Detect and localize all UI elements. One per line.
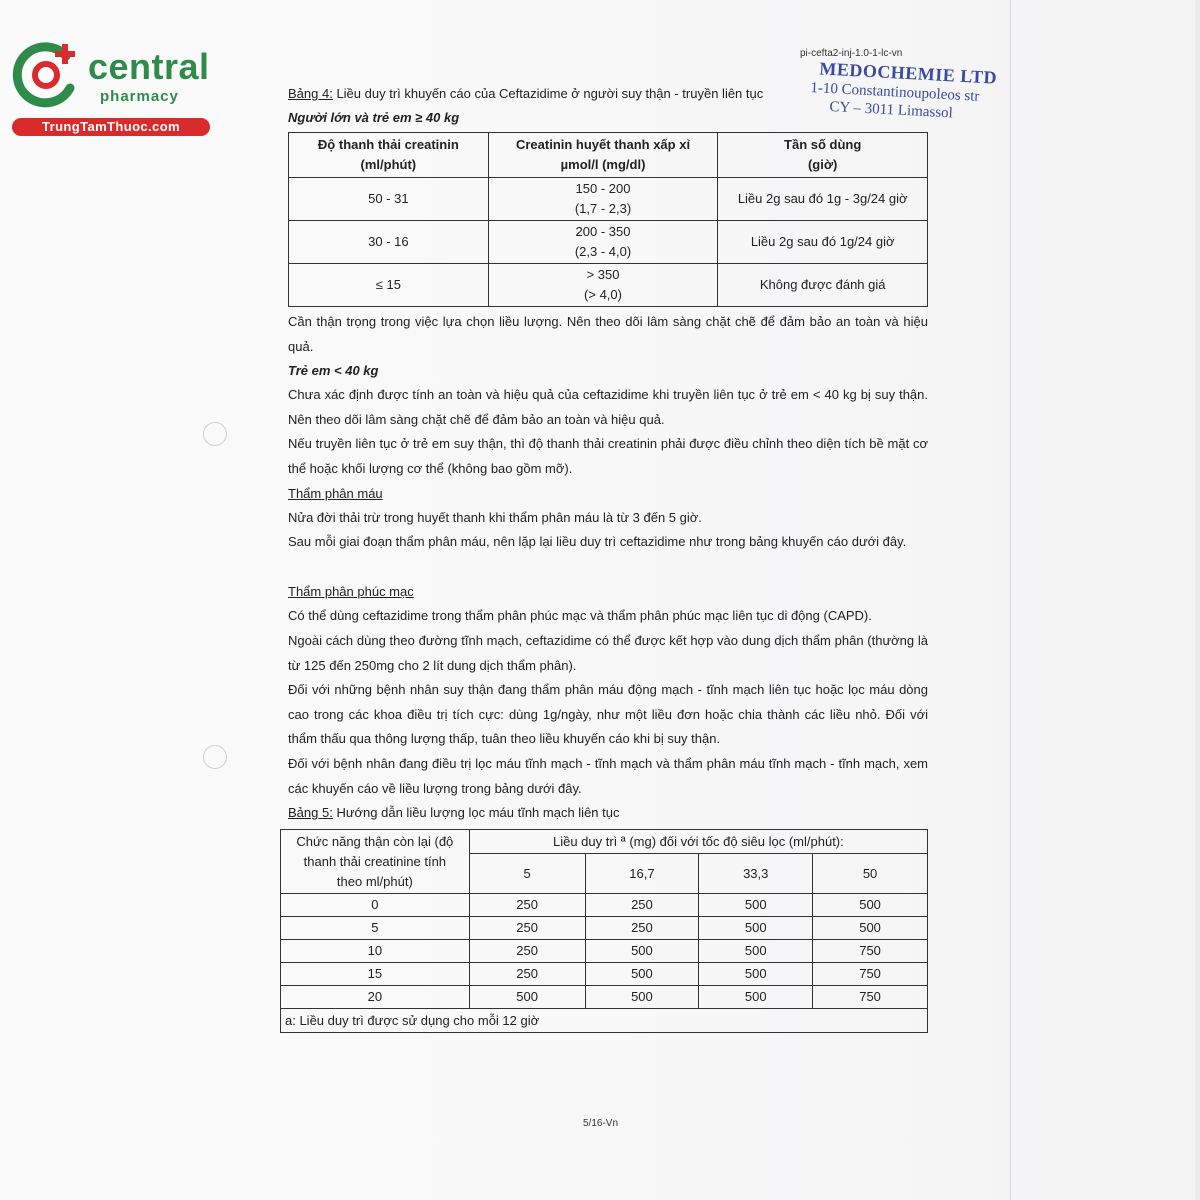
pharmacy-cross-icon	[12, 38, 82, 110]
hemodialysis-heading: Thẩm phân máu	[288, 486, 383, 501]
table5-rate: 5	[469, 854, 585, 894]
table-row	[281, 986, 928, 1009]
table5-cell: 750	[813, 963, 928, 986]
table5-cell: 500	[585, 963, 699, 986]
table4-cell-serum: > 350 (> 4,0)	[488, 264, 718, 307]
table-row	[281, 963, 928, 986]
table5-rate: 16,7	[585, 854, 699, 894]
stamp-line-3: CY – 3011 Limassol	[829, 98, 954, 122]
table4-cell-serum: 150 - 200 (1,7 - 2,3)	[488, 178, 718, 221]
paragraph: Có thể dùng ceftazidime trong thẩm phân phúc mạc và thẩm phân phúc mạc liên tục di động (CAPD).	[288, 608, 872, 623]
punch-hole	[203, 422, 227, 446]
table4-caption-label: Bảng 4:	[288, 86, 333, 101]
table4-cell-clearance: 30 - 16	[289, 221, 489, 264]
page-edge-shadow	[1195, 0, 1200, 1200]
table5-header-row	[281, 830, 928, 854]
table-row	[281, 917, 928, 940]
table5-caption-text: Hướng dẫn liều lượng lọc máu tĩnh mạch liên tục	[332, 805, 620, 820]
table5-cell: 750	[813, 986, 928, 1009]
table4-cell-clearance: ≤ 15	[289, 264, 489, 307]
children-heading: Trẻ em < 40 kg	[288, 363, 379, 378]
stamp-line-1: MEDOCHEMIE LTD	[818, 58, 998, 88]
peritoneal-dialysis-heading: Thẩm phân phúc mạc	[288, 584, 414, 599]
paragraph: Ngoài cách dùng theo đường tĩnh mạch, ceftazidime có thể được kết hợp vào dung dịch thẩm phân (thường là từ 125 đến 250mg cho 2 lít dung dịch thẩm phân).	[288, 633, 928, 673]
table5-cell: 500	[813, 894, 928, 917]
table5-rate: 33,3	[699, 854, 813, 894]
table5-cell: 500	[699, 963, 813, 986]
table5-caption	[288, 801, 928, 826]
table5-cell: 500	[469, 986, 585, 1009]
table5-cell: 500	[699, 917, 813, 940]
punch-hole	[203, 745, 227, 769]
table5-footnote-row	[281, 1009, 928, 1033]
table5-cell: 500	[699, 940, 813, 963]
table5-caption-label: Bảng 5:	[288, 805, 333, 820]
table5-cell-residual: 20	[281, 986, 470, 1009]
table5-cell: 250	[585, 894, 699, 917]
table4-header-row	[289, 133, 928, 178]
table5-cell: 250	[585, 917, 699, 940]
table4-header-clearance: Độ thanh thải creatinin (ml/phút)	[289, 133, 489, 178]
stamp-line-2: 1-10 Constantinoupoleos str	[810, 79, 980, 105]
table-row	[281, 894, 928, 917]
logo-banner[interactable]: TrungTamThuoc.com	[12, 118, 210, 136]
table5-cell: 500	[585, 940, 699, 963]
table4-cell-clearance: 50 - 31	[289, 178, 489, 221]
table4-cell-frequency: Liều 2g sau đó 1g/24 giờ	[718, 221, 928, 264]
table5-header-residual: Chức năng thận còn lại (độ thanh thải creatinine tính theo ml/phút)	[281, 830, 470, 894]
table5-cell: 250	[469, 940, 585, 963]
table-row	[289, 221, 928, 264]
table5-header-dose: Liều duy trì ª (mg) đối với tốc độ siêu lọc (ml/phút):	[469, 830, 927, 854]
paragraph: Đối với bệnh nhân đang điều trị lọc máu tĩnh mạch - tĩnh mạch và thẩm phân máu tĩnh mạch - tĩnh mạch, xem các khuyến cáo về liều lượng trong bảng dưới đây.	[288, 756, 928, 796]
document-reference: pi-cefta2-inj-1.0-1-lc-vn	[800, 48, 903, 59]
table5-cell: 250	[469, 917, 585, 940]
table5-cell: 500	[699, 986, 813, 1009]
paragraph: Cần thận trọng trong việc lựa chọn liều lượng. Nên theo dõi lâm sàng chặt chẽ để đảm bảo an toàn và hiệu quả.	[288, 314, 928, 354]
table5-cell: 250	[469, 894, 585, 917]
table4-caption-text: Liều duy trì khuyến cáo của Ceftazidime ở người suy thận - truyền liên tục	[332, 86, 764, 101]
table-row	[289, 178, 928, 221]
logo-brand: central	[88, 46, 210, 87]
table5-cell: 500	[585, 986, 699, 1009]
table4-header-frequency: Tần số dùng (giờ)	[718, 133, 928, 178]
table5-cell: 500	[699, 894, 813, 917]
page-number: 5/16-Vn	[583, 1118, 619, 1129]
paragraph: Đối với những bệnh nhân suy thận đang thẩm phân máu động mạch - tĩnh mạch liên tục hoặc lọc máu dòng cao trong các khoa điều trị tích cực: dùng 1g/ngày, như một liều đơn hoặc chia thành các liều nhỏ. Đối với thẩm thấu qua thông lượng thấp, tuân theo liều khuyến cáo khi bị suy thận.	[288, 682, 928, 746]
page-edge	[1010, 0, 1011, 1200]
table5-cell-residual: 0	[281, 894, 470, 917]
table5-cell: 250	[469, 963, 585, 986]
table5-cell: 750	[813, 940, 928, 963]
paragraph: Nếu truyền liên tục ở trẻ em suy thận, thì độ thanh thải creatinin phải được điều chỉnh theo diện tích bề mặt cơ thể hoặc khối lượng cơ thể (không bao gồm mỡ).	[288, 436, 928, 476]
table4-cell-frequency: Không được đánh giá	[718, 264, 928, 307]
table5-cell: 500	[813, 917, 928, 940]
paragraph: Chưa xác định được tính an toàn và hiệu quả của ceftazidime khi truyền liên tục ở trẻ em < 40 kg bị suy thận. Nên theo dõi lâm sàng chặt chẽ để đảm bảo an toàn và hiệu quả.	[288, 387, 928, 427]
logo-subtitle: pharmacy	[100, 88, 179, 105]
table-row	[289, 264, 928, 307]
table5-cell-residual: 15	[281, 963, 470, 986]
paragraph: Nửa đời thải trừ trong huyết thanh khi thẩm phân máu là từ 3 đến 5 giờ.	[288, 510, 702, 525]
table5	[280, 829, 928, 1033]
table5-cell-residual: 5	[281, 917, 470, 940]
table4-cell-serum: 200 - 350 (2,3 - 4,0)	[488, 221, 718, 264]
table-row	[281, 940, 928, 963]
central-pharmacy-logo[interactable]	[12, 38, 212, 138]
paragraph: Sau mỗi giai đoạn thẩm phân máu, nên lặp lại liều duy trì ceftazidime như trong bảng khuyến cáo dưới đây.	[288, 534, 907, 549]
table4-subheading: Người lớn và trẻ em ≥ 40 kg	[288, 110, 460, 125]
table5-cell-residual: 10	[281, 940, 470, 963]
table4-header-serum: Creatinin huyết thanh xấp xỉ µmol/l (mg/dl)	[488, 133, 718, 178]
table4	[288, 132, 928, 307]
table4-caption	[288, 82, 928, 107]
table5-rate: 50	[813, 854, 928, 894]
table5-footnote: a: Liều duy trì được sử dụng cho mỗi 12 giờ	[281, 1009, 928, 1033]
table4-cell-frequency: Liều 2g sau đó 1g - 3g/24 giờ	[718, 178, 928, 221]
